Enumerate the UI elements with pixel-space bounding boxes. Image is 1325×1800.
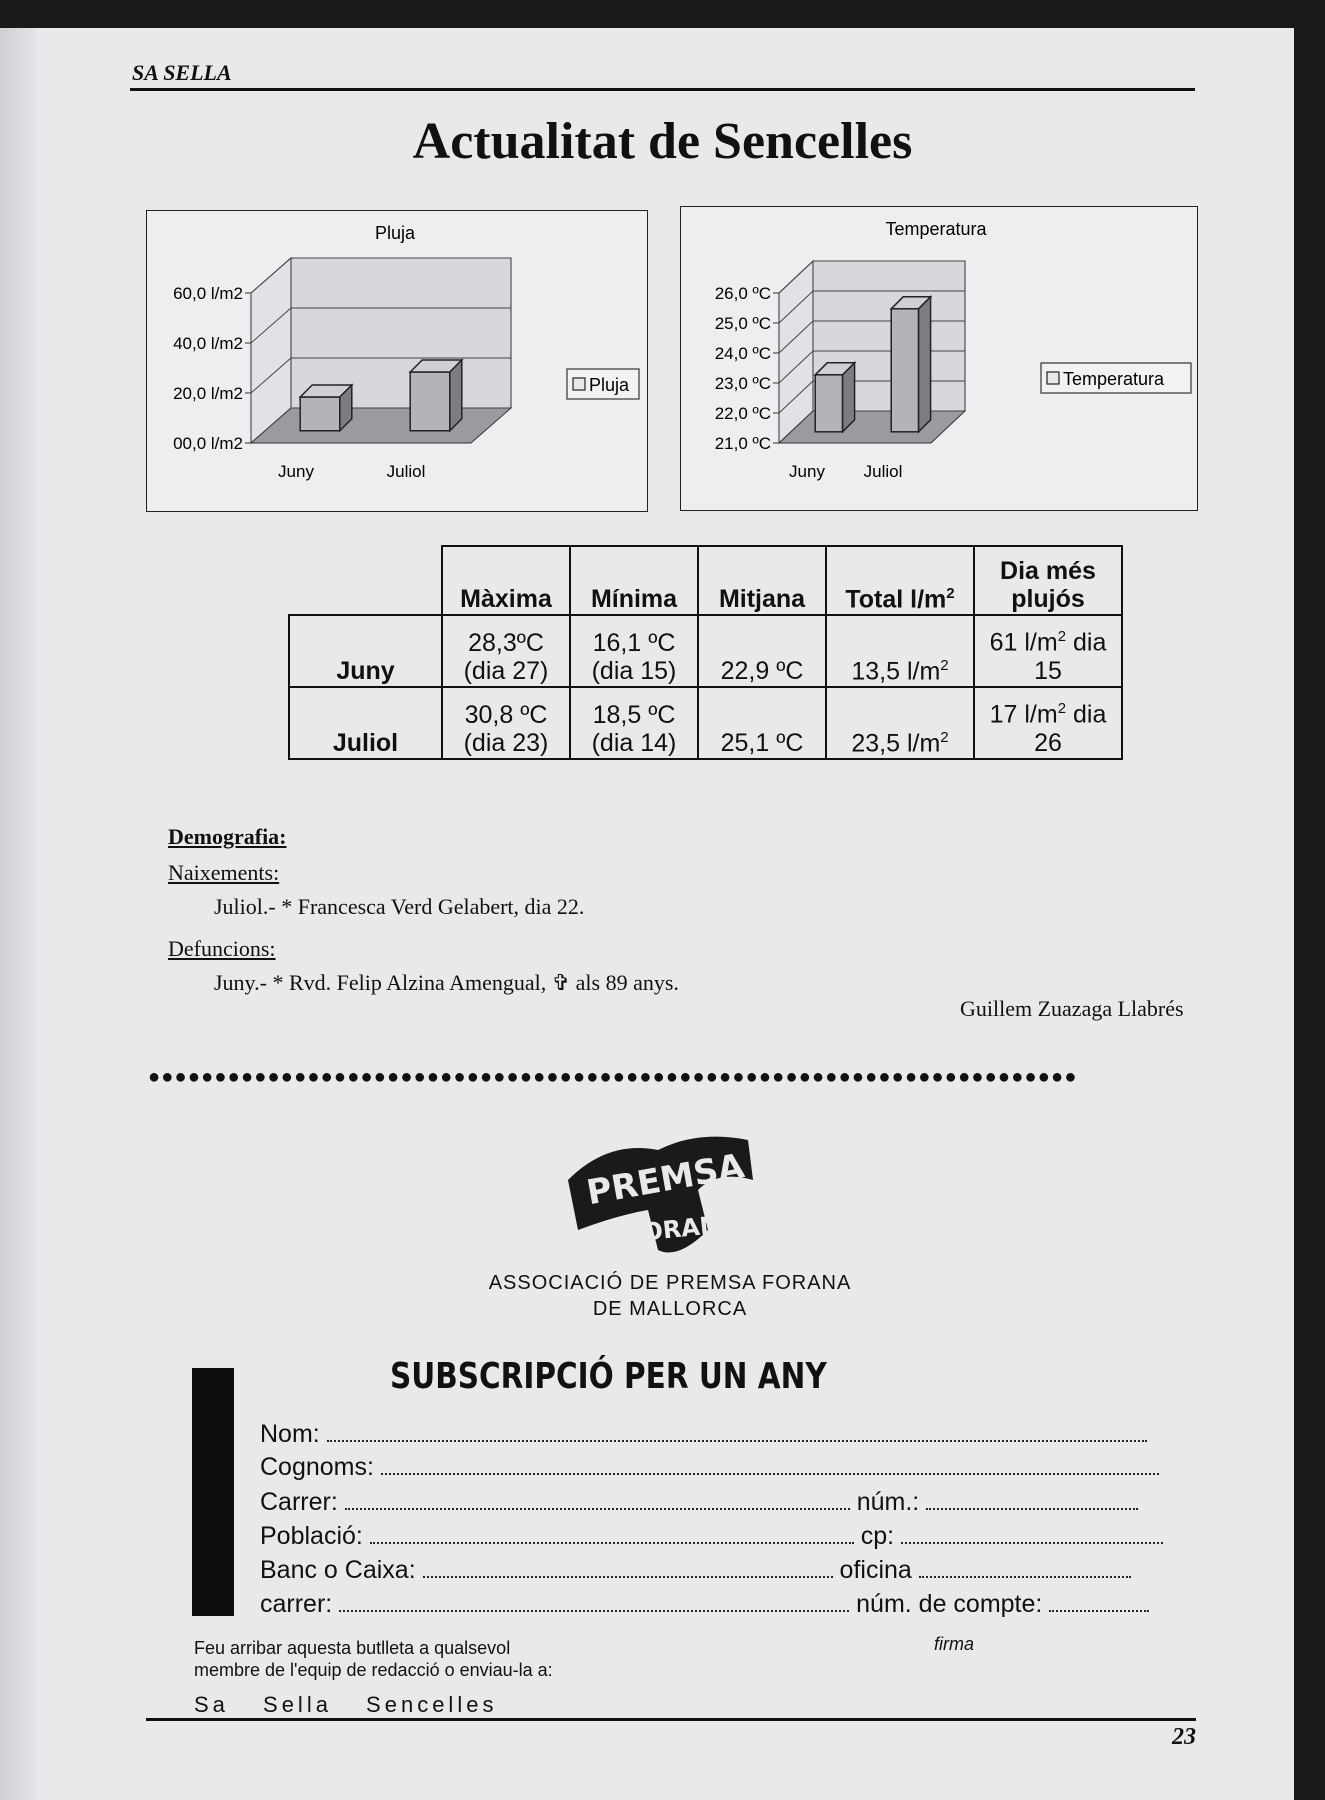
bar-front xyxy=(891,309,918,432)
form-row-compte xyxy=(260,1590,1149,1619)
y-tick-label: 40,0 l/m2 xyxy=(173,334,243,353)
row-month: Juliol xyxy=(289,687,442,759)
carrer2-field[interactable] xyxy=(339,1594,849,1612)
cell-max: 30,8 ºC (dia 23) xyxy=(442,687,570,759)
temperature-chart xyxy=(680,206,1198,511)
oficina-label: oficina xyxy=(839,1556,912,1584)
cognoms-label: Cognoms: xyxy=(260,1453,374,1481)
nom-label: Nom: xyxy=(260,1420,320,1448)
chart-floor xyxy=(251,408,511,443)
row-month: Juny xyxy=(289,615,442,687)
cross-icon: ✞ xyxy=(551,970,571,995)
x-tick-label: Juliol xyxy=(863,462,903,481)
defuncions-entry: Juny.- * Rvd. Felip Alzina Amengual, ✞ als 89 anys. xyxy=(214,970,679,995)
legend-label: Temperatura xyxy=(1063,369,1165,389)
form-note-2: membre de l'equip de redacció o enviau-la a: xyxy=(194,1660,553,1680)
signature-label: firma xyxy=(934,1634,974,1654)
bar-front xyxy=(410,372,450,431)
bar-front xyxy=(815,375,842,432)
y-tick-label: 26,0 ºC xyxy=(714,284,771,303)
header-mitjana: Mitjana xyxy=(698,546,826,615)
table-header-row xyxy=(289,546,1122,615)
dotted-divider: ●●●●●●●●●●●●●●●●●●●●●●●●●●●●●●●●●●●●●●●●●●●●●●●●●●●●●●●●●●●●●●●●●●●●●● xyxy=(148,1066,1078,1088)
y-tick-label: 23,0 ºC xyxy=(714,374,771,393)
footer-rule xyxy=(146,1718,1196,1721)
cell-min: 18,5 ºC (dia 14) xyxy=(570,687,698,759)
num-compte-label: núm. de compte: xyxy=(856,1590,1043,1618)
page-number: 23 xyxy=(1172,1724,1196,1750)
premsa-forana-logo-graphic xyxy=(548,1120,768,1270)
y-tick-label: 00,0 l/m2 xyxy=(173,434,243,453)
bar-side xyxy=(919,297,931,432)
svg-text:FORANA: FORANA xyxy=(624,1208,740,1249)
logo-caption-1: ASSOCIACIÓ DE PREMSA FORANA xyxy=(488,1272,852,1294)
cell-max: 28,3ºC (dia 27) xyxy=(442,615,570,687)
cp-label: cp: xyxy=(860,1522,895,1550)
form-row-poblacio xyxy=(260,1522,1163,1551)
table-row xyxy=(289,687,1122,759)
carrer-label: Carrer: xyxy=(260,1488,338,1516)
x-tick-label: Juny xyxy=(789,462,825,481)
x-tick-label: Juliol xyxy=(386,462,426,481)
form-row-banc xyxy=(260,1556,1131,1585)
naixements-entry: Juliol.- * Francesca Verd Gelabert, dia 22. xyxy=(214,894,585,919)
cell-total: 13,5 $l/m^2$ xyxy=(826,615,974,687)
y-tick-label: 25,0 ºC xyxy=(714,314,771,333)
cell-plujos: 17 $l/m^2$ dia 26 xyxy=(974,687,1122,759)
legend-swatch xyxy=(573,378,585,390)
bar-side xyxy=(450,360,462,431)
form-note-1: Feu arribar aquesta butlleta a qualsevol xyxy=(194,1638,511,1658)
y-tick-label: 21,0 ºC xyxy=(714,434,771,453)
cell-mitjana: 22,9 ºC xyxy=(698,615,826,687)
num-field[interactable] xyxy=(926,1492,1138,1510)
oficina-field[interactable] xyxy=(919,1560,1131,1578)
chart-title: Pluja xyxy=(374,223,416,243)
x-tick-label: Juny xyxy=(278,462,314,481)
temperature-chart-svg xyxy=(681,207,1197,510)
demografia-heading: Demografia: xyxy=(168,824,287,849)
nom-field[interactable] xyxy=(327,1424,1147,1442)
banc-label: Banc o Caixa: xyxy=(260,1556,416,1584)
rain-chart xyxy=(146,210,648,512)
poblacio-field[interactable] xyxy=(370,1526,854,1544)
chart-title: Temperatura xyxy=(885,219,987,239)
cp-field[interactable] xyxy=(901,1526,1163,1544)
section-header: SA SELLA xyxy=(132,60,232,85)
rain-chart-svg xyxy=(147,211,647,511)
y-tick-label: 60,0 l/m2 xyxy=(173,284,243,303)
y-tick-label: 20,0 l/m2 xyxy=(173,384,243,403)
page-spine xyxy=(0,28,40,1800)
poblacio-label: Població: xyxy=(260,1522,363,1550)
header-max: Màxima xyxy=(442,546,570,615)
page-title: Actualitat de Sencelles xyxy=(412,113,913,170)
form-row-carrer xyxy=(260,1488,1138,1517)
cell-plujos: 61 $l/m^2$ dia 15 xyxy=(974,615,1122,687)
weather-stats-table xyxy=(288,545,1123,760)
table-row xyxy=(289,615,1122,687)
cell-min: 16,1 ºC (dia 15) xyxy=(570,615,698,687)
bar-side xyxy=(843,363,855,432)
naixements-label: Naixements: xyxy=(168,860,280,885)
return-address: Sa Sella Sencelles xyxy=(194,1692,498,1717)
form-row-nom xyxy=(260,1420,1147,1449)
carrer2-label: carrer: xyxy=(260,1590,333,1618)
legend-swatch xyxy=(1047,372,1059,384)
num-compte-field[interactable] xyxy=(1049,1594,1149,1612)
bar-front xyxy=(300,397,340,431)
carrer-field[interactable] xyxy=(345,1492,850,1510)
cognoms-field[interactable] xyxy=(381,1457,1159,1475)
banc-field[interactable] xyxy=(423,1560,833,1578)
form-row-cognoms xyxy=(260,1453,1159,1482)
table-corner xyxy=(289,546,442,615)
legend-label: Pluja xyxy=(589,375,630,395)
header-min: Mínima xyxy=(570,546,698,615)
premsa-forana-logo xyxy=(548,1120,768,1270)
header-rule xyxy=(130,88,1195,91)
header-dia-plujos: Dia més plujós xyxy=(974,546,1122,615)
svg-text:PREMSA: PREMSA xyxy=(583,1146,748,1214)
subscription-title: SUBSCRIPCIÓ PER UN ANY xyxy=(390,1356,827,1397)
defuncions-label: Defuncions: xyxy=(168,936,276,961)
num-label: núm.: xyxy=(856,1488,920,1516)
logo-caption-2: DE MALLORCA xyxy=(592,1298,748,1320)
cell-mitjana: 25,1 ºC xyxy=(698,687,826,759)
header-total: Total $l/m^2$ xyxy=(826,546,974,615)
y-tick-label: 22,0 ºC xyxy=(714,404,771,423)
form-black-bar xyxy=(192,1368,234,1616)
y-tick-label: 24,0 ºC xyxy=(714,344,771,363)
article-author: Guillem Zuazaga Llabrés xyxy=(960,996,1184,1021)
cell-total: 23,5 $l/m^2$ xyxy=(826,687,974,759)
